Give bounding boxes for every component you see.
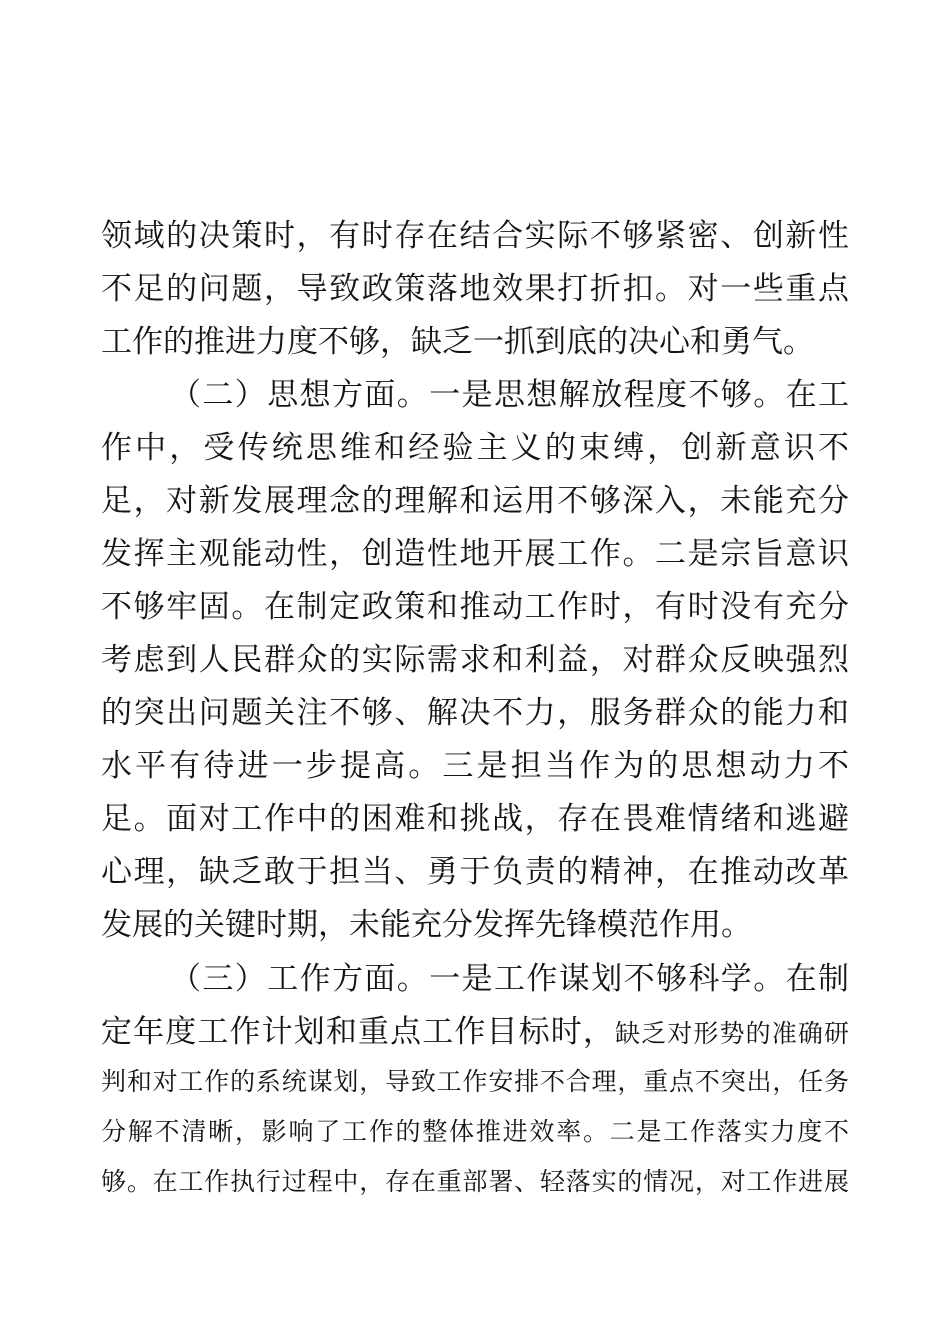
- text-line-13: 心理，缺乏敢于担当、勇于负责的精神，在推动改革: [101, 854, 849, 890]
- text-line-9: 考虑到人民群众的实际需求和利益，对群众反映强烈: [101, 642, 849, 678]
- text-line-14: 发展的关键时期，未能充分发挥先锋模范作用。: [101, 907, 752, 943]
- text-line-17: 判和对工作的系统谋划，导致工作安排不合理，重点不突出，任务: [101, 1067, 849, 1096]
- text-line-10: 的突出问题关注不够、解决不力，服务群众的能力和: [101, 695, 849, 731]
- text-line-12: 足。面对工作中的困难和挑战，存在畏难情绪和逃避: [101, 801, 849, 837]
- text-line-1: 领域的决策时，有时存在结合实际不够紧密、创新性: [101, 218, 849, 254]
- text-line-19: 够。在工作执行过程中，存在重部署、轻落实的情况，对工作进展: [101, 1167, 849, 1196]
- text-line-11: 水平有待进一步提高。三是担当作为的思想动力不: [101, 748, 849, 784]
- text-line-7: 发挥主观能动性，创造性地开展工作。二是宗旨意识: [101, 536, 849, 572]
- text-line-6: 足，对新发展理念的理解和运用不够深入，未能充分: [101, 483, 849, 519]
- text-line-5: 作中，受传统思维和经验主义的束缚，创新意识不: [101, 430, 849, 466]
- text-line-3: 工作的推进力度不够，缺乏一抓到底的决心和勇气。: [101, 324, 814, 360]
- paragraph-heading-thought: （二）思想方面。一是思想解放程度不够。在工: [170, 377, 849, 413]
- text-line-16-part1: 定年度工作计划和重点工作目标时，: [101, 1014, 615, 1050]
- paragraph-heading-work: （三）工作方面。一是工作谋划不够科学。在制: [170, 961, 849, 997]
- text-line-16: [101, 1010, 849, 1054]
- text-line-2: 不足的问题，导致政策落地效果打折扣。对一些重点: [101, 271, 849, 307]
- text-line-8: 不够牢固。在制定政策和推动工作时，有时没有充分: [101, 589, 849, 625]
- text-line-18: 分解不清晰，影响了工作的整体推进效率。二是工作落实力度不: [101, 1117, 849, 1146]
- text-line-16-part2: 缺乏对形势的准确研: [615, 1019, 849, 1048]
